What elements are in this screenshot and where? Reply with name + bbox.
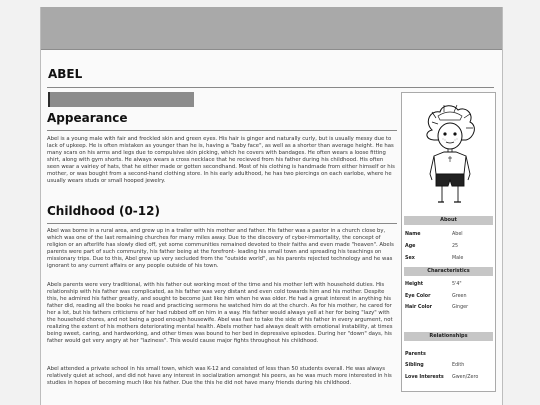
character-infobox [401,92,496,392]
appearance-divider [47,130,397,131]
infobox-value: Abel [452,232,463,237]
infobox-label: Sibling [405,363,424,368]
character-portrait [404,100,492,210]
infobox-label: Sex [405,256,415,261]
infobox-value: Edith [452,363,465,368]
placeholder-bar [48,92,194,107]
infobox-label: Love Interests [405,375,444,380]
childhood-paragraph: Abel attended a private school in his small town, which was K-12 and consisted of less than 50 students overall. He was always relatively quiet at school, and did not have any interest in socialization amongst his peers, as he was much more interested in his studies in hopes of becoming much like his father. Due the this he did not have many friends during his childhood. [47,366,392,387]
infobox-relationships-header: Relationships [404,332,493,341]
infobox-label: Parents [405,352,426,357]
infobox-label: Hair Color [405,305,433,310]
infobox-value: Ginger [452,305,469,310]
infobox-label: Name [405,232,421,237]
infobox-label: Height [405,282,424,287]
infobox-characteristics-header: Characteristics [404,267,493,276]
page-frame [40,7,503,405]
childhood-heading: Childhood (0-12) [47,204,160,218]
appearance-text: Abel is a young male with fair and freckled skin and green eyes. His hair is ginger and naturally curly, but is usually messy due to lack of upkeep. He is often mistaken as younger than he is, having a "baby face", as well as a shorter than average height. He has many scars on his arms and legs due to compulsive skin picking, which he covers with bandages. He often wears a loose fitting shirt, along with gym shorts. He always wears a cross necklace that he recieved from his father during his childhood. His often seen wear a vairiey of hats, that he either made or gotten secondhand. Most of his clothing is handmade from either himself or his mother, or was bought from a second-hand clothing store. In his early adulthood, he has two piercings on each earlobe, where he usually wears studs or small hooped jewelry. [47,136,395,185]
infobox-value: Gwen/Zero [452,375,479,380]
header-banner [41,7,502,50]
infobox-value: Male [452,256,464,261]
infobox-value: 5'4" [452,282,462,287]
childhood-paragraph: Abel was borne in a rural area, and grew up in a trailer with his mother and father. His father was a pastor in a church close by, which was one of the last remaining churches for many miles away. Due to the discovery of cyber-immortality, the concept of religion or an afterlife has slowly died off, yet some communities remained devoted to their faiths and even made "heaven". Abels parents were part of such community, his father being at the forefront- leading his small town and spreading his teachings on missionary trips. Due to this, Abel grew up very secluded from the "outside world", as his parents rejected technology and he was ignorant to any current affairs or any people outside of his town. [47,228,394,270]
childhood-divider [47,223,397,224]
infobox-label: Eye Color [405,294,431,299]
page-title: ABEL [48,67,83,81]
infobox-value: 25 [452,244,459,249]
infobox-about-header: About [404,216,493,225]
infobox-value: Green [452,294,467,299]
title-divider [47,87,494,88]
placeholder-bar-marker [48,92,50,107]
infobox-label: Age [405,244,416,249]
appearance-heading: Appearance [47,111,128,125]
childhood-paragraph: Abels parents were very traditional, with his father out working most of the time and his mother left with household duties. His relationship with his father was complicated, as his father was very distant and even cold towards him and his mother. Despite this, he admired his father greatly, and sought to become just like him when he was older. He had a great interest in anything his father did, reading all the books he read and practicing sermons he watched him do at the church. As for his mother, he cared for her a lot, but his fathers criticisms of her had rubbed off on him in a way. His father would always yell at her for being "lazy" with the household chores, and not being a good enough housewife. Abel was fast to take the side of his father in every argument, not realizing the extent of his mothers deteriorating mental health. Abels mother had always dealt with emotional instability, at times being sweet, caring, and hardworking, and other times was bound to her bed in depressive episodes. During her "down" days, his father would get very angry at her "laziness". This would cause major fights throughout his childhood. [47,282,393,345]
